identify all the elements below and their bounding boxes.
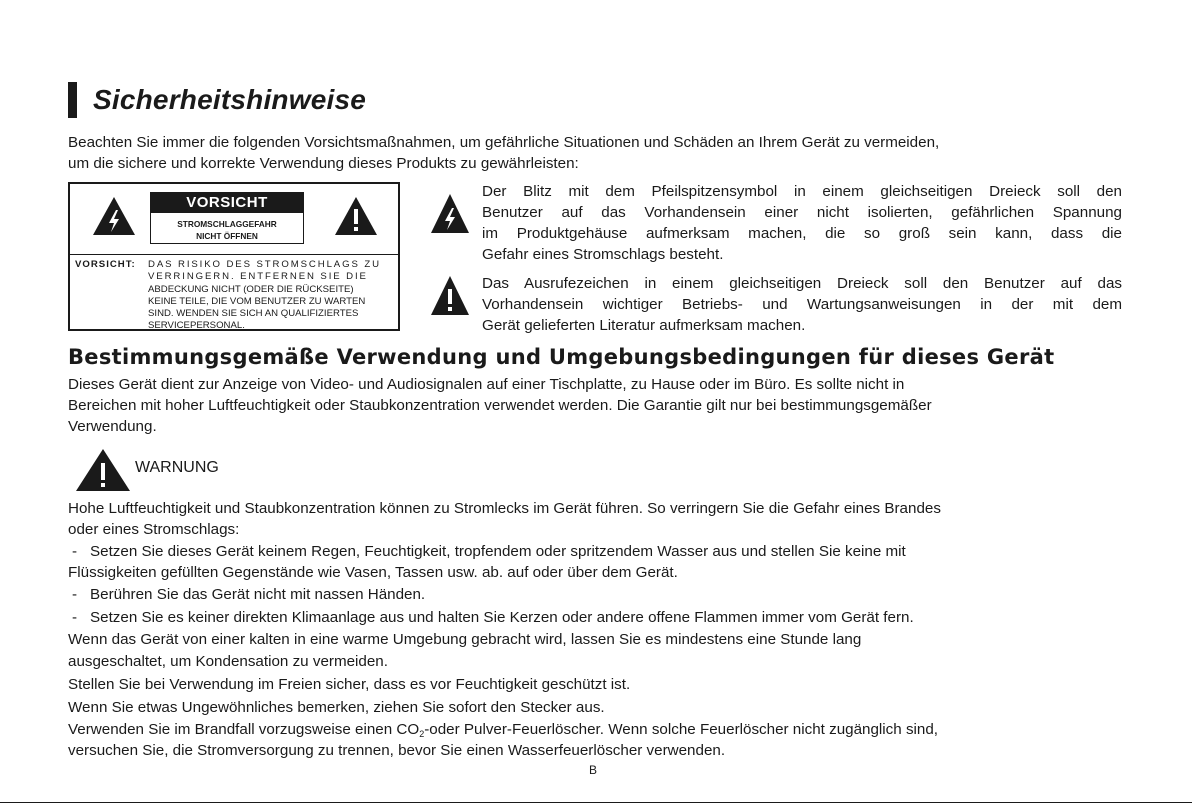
section-heading: Bestimmungsgemäße Verwendung und Umgebungsbedingungen für dieses Gerät [68, 345, 1055, 369]
warning-para-3: Wenn Sie etwas Ungewöhnliches bemerken, ziehen Sie sofort den Stecker aus. [68, 699, 605, 716]
warning-para-4a-post: -oder Pulver-Feuerlöscher. Wenn solche Feuerlöscher nicht zugänglich sind, [424, 721, 939, 738]
warning-para-1b: ausgeschaltet, um Kondensation zu vermeiden. [68, 653, 388, 670]
lightning-triangle-icon [430, 193, 470, 240]
caution-body-line-1: DAS RISIKO DES STROMSCHLAGS ZU [148, 259, 381, 270]
page-number: B [589, 763, 598, 777]
bullet-text: Berühren Sie das Gerät nicht mit nassen Händen. [90, 586, 426, 603]
section-line-3: Verwendung. [68, 418, 157, 435]
warning-triangle-icon [75, 448, 131, 497]
caution-body [148, 259, 398, 333]
exclamation-triangle-icon [334, 196, 378, 241]
lightning-description [482, 181, 1122, 265]
caution-body-line-5: SIND. WENDEN SIE SICH AN QUALIFIZIERTES [148, 308, 359, 320]
lightning-line-1: Der Blitz mit dem Pfeilspitzensymbol in einem gleichseitigen Dreieck soll den [482, 183, 1122, 200]
caution-label-box [68, 182, 400, 331]
list-item [68, 584, 1128, 605]
warning-para-4b: versuchen Sie, die Stromversorgung zu trennen, bevor Sie einen Wasserfeuerlöscher verwenden. [68, 742, 726, 759]
lightning-line-4: Gefahr eines Stromschlags besteht. [482, 246, 724, 263]
caution-body-line-2: VERRINGERN. ENTFERNEN SIE DIE [148, 271, 368, 283]
lightning-triangle-icon [92, 196, 136, 241]
intro-line-1: Beachten Sie immer die folgenden Vorsichtsmaßnahmen, um gefährliche Situationen und Schäden an Ihrem Gerät zu vermeiden, [68, 134, 940, 151]
title-accent-bar [68, 82, 77, 118]
bullet-text: Setzen Sie dieses Gerät keinem Regen, Feuchtigkeit, tropfendem oder spritzendem Wasser aus und stellen Sie keine mit [90, 543, 906, 560]
warning-para-1a: Wenn das Gerät von einer kalten in eine warme Umgebung gebracht wird, lassen Sie es mindestens eine Stunde lang [68, 631, 862, 648]
warning-label: WARNUNG [135, 459, 219, 476]
exclamation-line-2: Vorhandensein wichtiger Betriebs- und Wartungsanweisungen in der mit dem [482, 296, 1122, 313]
exclamation-description [482, 273, 1122, 336]
lightning-line-2: Benutzer auf das Vorhandensein einer nicht isolierten, gefährlichen Spannung [482, 204, 1122, 221]
caution-line-1: STROMSCHLAGGEFAHR [177, 219, 277, 229]
warning-intro-line-2: oder eines Stromschlags: [68, 521, 240, 538]
bullet-text: Setzen Sie es keiner direkten Klimaanlage aus und halten Sie Kerzen oder andere offene Flammen immer vom Gerät fern. [90, 609, 914, 626]
caution-label [150, 192, 304, 244]
warning-para-4a-pre: Verwenden Sie im Brandfall vorzugsweise einen CO [68, 721, 420, 738]
caution-body-line-3: ABDECKUNG NICHT (ODER DIE RÜCKSEITE) [148, 283, 354, 295]
section-line-1: Dieses Gerät dient zur Anzeige von Video- und Audiosignalen auf einer Tischplatte, zu Hause oder im Büro. Es sollte nicht in [68, 376, 905, 393]
caution-body-head: VORSICHT: [75, 259, 136, 270]
warning-block [75, 448, 219, 497]
caution-body-line-6: SERVICEPERSONAL. [148, 320, 245, 332]
exclamation-line-3: Gerät gelieferten Literatur aufmerksam machen. [482, 317, 806, 334]
section-line-2: Bereichen mit hoher Luftfeuchtigkeit oder Staubkonzentration verwendet werden. Die Garantie gilt nur bei bestimmungsgemäßer [68, 397, 932, 414]
list-item [68, 607, 1128, 628]
bullet-dash: - [72, 586, 78, 603]
list-item-continuation: Flüssigkeiten gefüllten Gegenstände wie Vasen, Tassen usw. ab. auf oder über dem Gerät. [68, 564, 678, 581]
warning-para-2: Stellen Sie bei Verwendung im Freien sicher, dass es vor Feuchtigkeit geschützt ist. [68, 676, 631, 693]
bullet-dash: - [72, 543, 78, 560]
bullet-dash: - [72, 609, 78, 626]
page-title-block [68, 80, 366, 120]
exclamation-triangle-icon [430, 275, 470, 322]
lightning-line-3: im Produktgehäuse aufmerksam machen, die so groß sein kann, dass die [482, 225, 1122, 242]
exclamation-line-1: Das Ausrufezeichen in einem gleichseitigen Dreieck soll den Benutzer auf das [482, 275, 1122, 292]
intro-line-2: um die sichere und korrekte Verwendung dieses Produkts zu gewährleisten: [68, 155, 579, 172]
list-item [68, 541, 1128, 562]
caution-label-top [70, 184, 398, 255]
caution-body-line-4: KEINE TEILE, DIE VOM BENUTZER ZU WARTEN [148, 295, 366, 307]
warning-intro-line-1: Hohe Luftfeuchtigkeit und Staubkonzentration können zu Stromlecks im Gerät führen. So verringern Sie die Gefahr eines Brandes [68, 500, 941, 517]
co2-subscript: 2 [419, 729, 425, 739]
bottom-rule [0, 802, 1192, 803]
caution-heading: VORSICHT [151, 193, 303, 213]
caution-line-2: NICHT ÖFFNEN [196, 231, 258, 241]
page-title: Sicherheitshinweise [93, 84, 367, 115]
